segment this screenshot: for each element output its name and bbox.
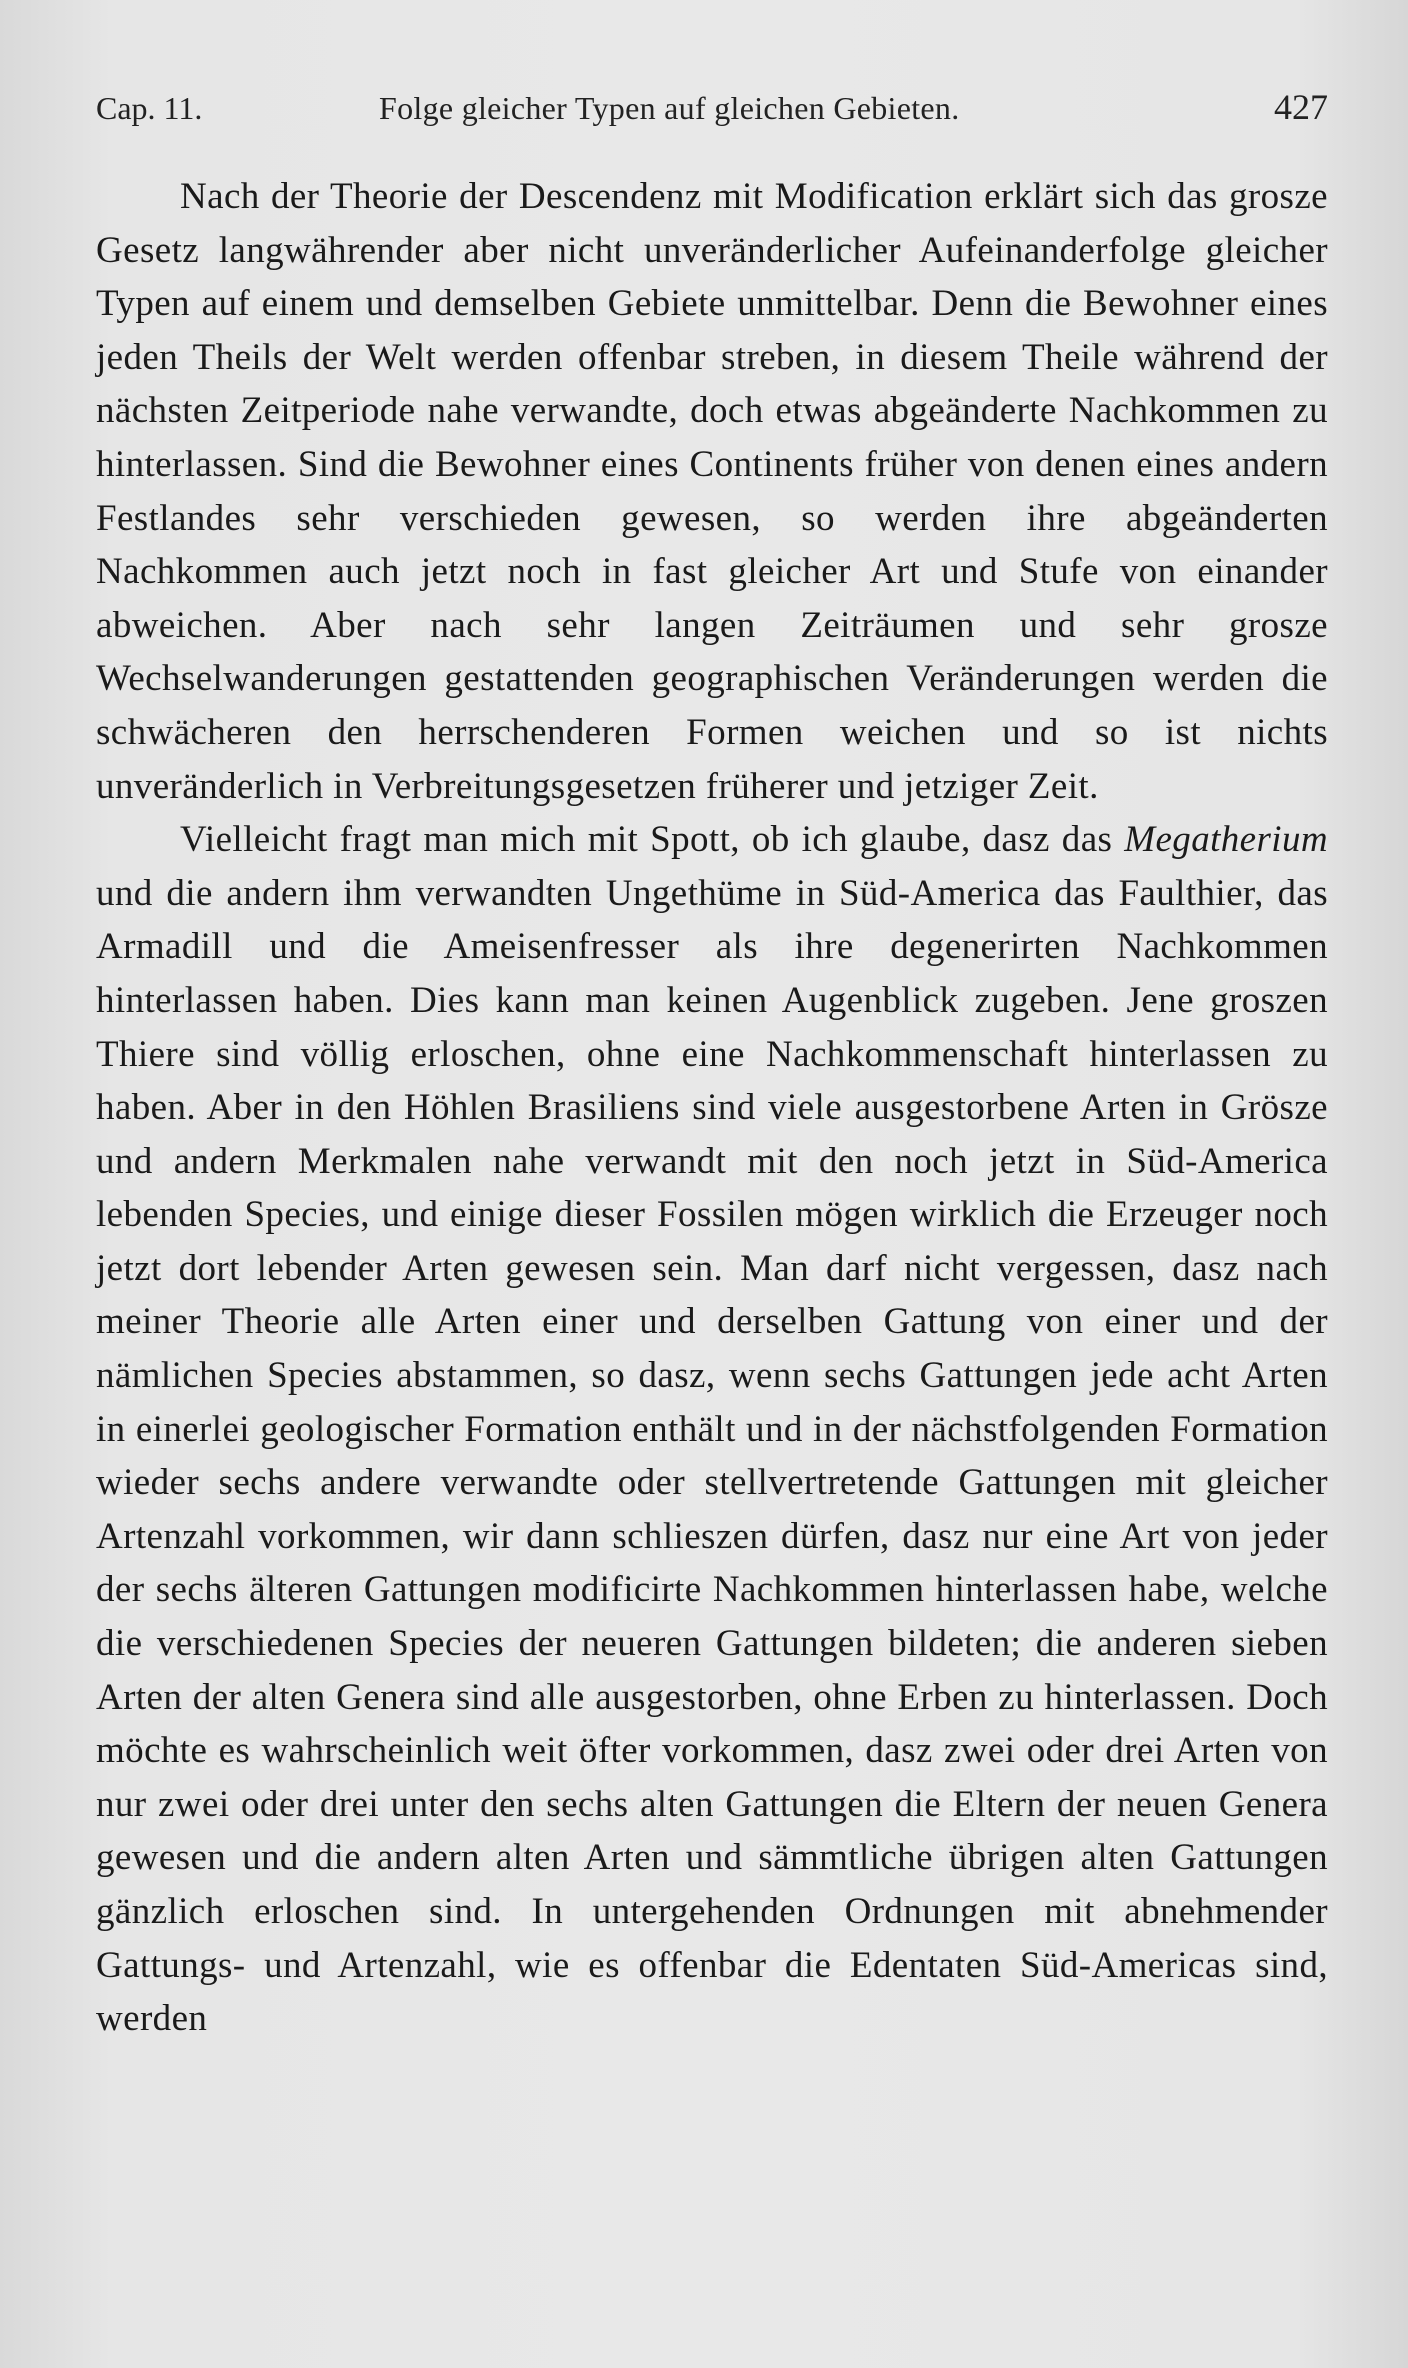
paragraph-2-start: Vielleicht fragt man mich mit Spott, ob ich glaube, dasz das bbox=[180, 819, 1125, 861]
italic-term: Megatherium bbox=[1124, 819, 1328, 861]
running-title: Folge gleicher Typen auf gleichen Gebieten. bbox=[379, 90, 960, 126]
paragraph-2-rest: und die andern ihm verwandten Ungethüme in Süd-America das Faulthier, das Armadill und die Ameisenfresser als ihre degenerirten Nachkommen hinterlassen haben. Dies kann man keinen Augenblick zugeben. Jene groszen Thiere sind völlig erloschen, ohne eine Nachkommenschaft hinterlassen zu haben. Aber in den Höhlen Brasiliens sind viele ausgestorbene Arten in Grösze und andern Merkmalen nahe verwandt mit den noch jetzt in Süd-America lebenden Species, und einige dieser Fossilen mögen wirklich die Erzeuger noch jetzt dort lebender Arten gewesen sein. Man darf nicht vergessen, dasz nach meiner Theorie alle Arten einer und derselben Gattung von einer und der nämlichen Species abstammen, so dasz, wenn sechs Gattungen jede acht Arten in einerlei geologischer Formation enthält und in der nächstfolgenden Formation wieder sechs andere verwandte oder stellvertretende Gattungen mit gleicher Artenzahl vorkommen, wir dann schlieszen dürfen, dasz nur eine Art von jeder der sechs älteren Gattungen modificirte Nachkommen hinterlassen habe, welche die verschiedenen Species der neueren Gattungen bildeten; die anderen sieben Arten der alten Genera sind alle ausgestorben, ohne Erben zu hinterlassen. Doch möchte es wahrscheinlich weit öfter vorkommen, dasz zwei oder drei Arten von nur zwei oder drei unter den sechs alten Gattungen die Eltern der neuen Genera gewesen und die andern alten Arten und sämmtliche übrigen alten Gattungen gänzlich erloschen sind. In untergehenden Ordnungen mit abnehmender Gattungs- und Artenzahl, wie es offenbar die Edentaten Süd-Americas sind, werden bbox=[96, 872, 1328, 2040]
chapter-label: Cap. 11. bbox=[96, 90, 203, 126]
body-text bbox=[96, 170, 1328, 2046]
running-head bbox=[96, 80, 1328, 140]
paragraph-2 bbox=[96, 813, 1328, 2046]
page-number: 427 bbox=[1274, 87, 1328, 127]
paragraph-1: Nach der Theorie der Descendenz mit Modification erklärt sich das grosze Gesetz langwährender aber nicht unveränderlicher Aufeinanderfolge gleicher Typen auf einem und demselben Gebiete unmittelbar. Denn die Bewohner eines jeden Theils der Welt werden offenbar streben, in diesem Theile während der nächsten Zeitperiode nahe verwandte, doch etwas abgeänderte Nachkommen zu hinterlassen. Sind die Bewohner eines Continents früher von denen eines andern Festlandes sehr verschieden gewesen, so werden ihre abgeänderten Nachkommen auch jetzt noch in fast gleicher Art und Stufe von einander abweichen. Aber nach sehr langen Zeiträumen und sehr grosze Wechselwanderungen gestattenden geographischen Veränderungen werden die schwächeren den herrschenderen Formen weichen und so ist nichts unveränderlich in Verbreitungsgesetzen früherer und jetziger Zeit. bbox=[96, 176, 1328, 807]
